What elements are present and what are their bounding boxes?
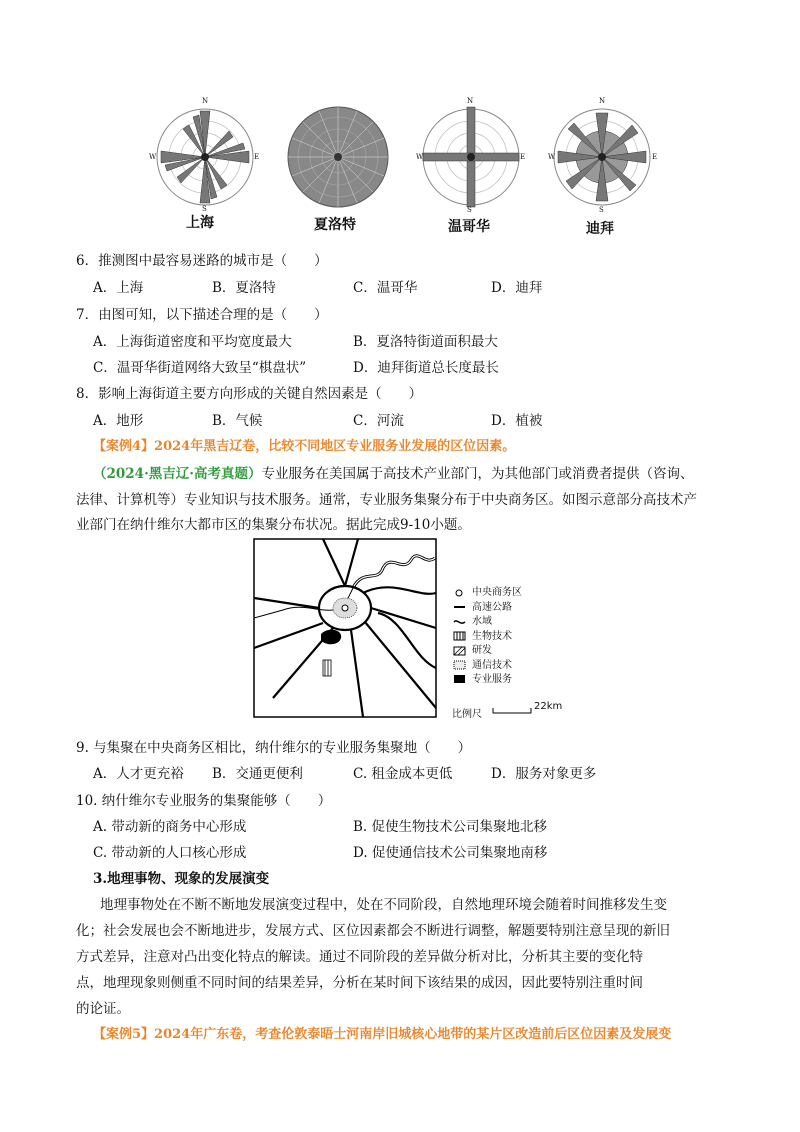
q7-option-d[interactable]: D．迪拜街道总长度最长 [353, 360, 499, 376]
compass-e-3: E [520, 153, 526, 161]
intro-source: （2024·黑吉辽·高考真题） [93, 466, 262, 482]
compass-n-4: N [599, 97, 606, 105]
rose-shanghai [157, 109, 253, 205]
legend-biotech: 生物技术 [472, 630, 512, 642]
intro-text1: 专业服务在美国属于高技术产业部门，为其他部门或消费者提供（咨询、 [261, 466, 694, 482]
intro-line1 [93, 462, 693, 482]
q8-option-c[interactable]: C．河流 [353, 413, 404, 429]
compass-s-1: S [202, 205, 207, 213]
q9-stem: 9. 与集聚在中央商务区相比，纳什维尔的专业服务集聚地（ ） [76, 740, 472, 756]
para-line1: 地理事物处在不断不断地发展演变过程中，处在不同阶段，自然地理环境会随着时间推移发生变 [100, 897, 667, 913]
compass-w-4: W [548, 153, 556, 161]
q10-option-b[interactable]: B. 促使生物技术公司集聚地北移 [353, 819, 548, 835]
legend-water: 水域 [472, 616, 492, 627]
q6-option-d[interactable]: D．迪拜 [491, 280, 543, 296]
compass-w-1: W [149, 153, 157, 161]
q8-stem: 8．影响上海街道主要方向形成的关键自然因素是（ ） [76, 386, 423, 402]
rose-label-shanghai: 上海 [186, 215, 214, 231]
intro-line2: 法律、计算机等）专业知识与技术服务。通常，专业服务集聚分布于中央商务区。如图示意部分高技术产 [76, 492, 697, 508]
scale-value: 22km [534, 701, 563, 712]
para-line5: 的论证。 [76, 1001, 130, 1017]
rose-vancouver [423, 107, 519, 207]
rose-dubai [554, 109, 650, 205]
q6-option-c[interactable]: C．温哥华 [353, 280, 418, 296]
q10-option-d[interactable]: D. 促使通信技术公司集聚地南移 [353, 845, 548, 861]
q7-option-c[interactable]: C．温哥华街道网络大致呈“棋盘状” [93, 360, 307, 376]
rose-label-vancouver: 温哥华 [448, 219, 490, 235]
para-line4: 点，地理现象则侧重不同时间的结果差异，分析在某时间下该结果的成因，因此要特别注重时间 [76, 975, 643, 991]
legend-telecom: 通信技术 [472, 659, 512, 671]
intro-line3: 业部门在纳什维尔大都市区的集聚分布状况。据此完成9-10小题。 [76, 517, 471, 533]
map-legend [472, 586, 522, 688]
legend-professional: 专业服务 [472, 674, 512, 685]
section3-heading: 3.地理事物、现象的发展演变 [93, 871, 270, 887]
q10-option-c[interactable]: C. 带动新的人口核心形成 [93, 845, 247, 861]
q7-option-a[interactable]: A．上海街道密度和平均宽度最大 [93, 334, 292, 350]
q9-option-a[interactable]: A．人才更充裕 [93, 766, 184, 782]
q6-stem: 6．推测图中最容易迷路的城市是（ ） [76, 253, 328, 269]
q10-stem: 10. 纳什维尔专业服务的集聚能够（ ） [76, 793, 332, 809]
q6-option-a[interactable]: A．上海 [93, 280, 144, 296]
para-line3: 方式差异，注意对凸出变化特点的解读。通过不同阶段的差异做分析对比，分析其主要的变化特 [76, 949, 643, 965]
q6-option-b[interactable]: B．夏洛特 [212, 280, 276, 296]
rose-label-dubai: 迪拜 [586, 221, 614, 237]
q8-option-d[interactable]: D．植被 [491, 413, 543, 429]
q9-option-b[interactable]: B．交通更便利 [212, 766, 303, 782]
para-line2: 化；社会发展也会不断地进步，发展方式、区位因素都会不断进行调整，解题要特别注意呈现的新旧 [76, 923, 670, 939]
q10-option-a[interactable]: A. 带动新的商务中心形成 [93, 819, 247, 835]
compass-s-4: S [599, 206, 604, 214]
case4-heading: 【案例4】2024年黑吉辽卷，比较不同地区专业服务业发展的区位因素。 [93, 439, 516, 454]
legend-cbd: 中央商务区 [472, 587, 522, 598]
case5-heading: 【案例5】2024年广东卷，考查伦敦泰晤士河南岸旧城核心地带的某片区改造前后区位因素及发展变 [93, 1027, 672, 1042]
q9-option-d[interactable]: D．服务对象更多 [491, 766, 597, 782]
rose-charlotte [288, 107, 388, 207]
q7-option-b[interactable]: B．夏洛特街道面积最大 [353, 334, 498, 350]
legend-highway: 高速公路 [472, 601, 512, 613]
compass-w-3: W [416, 153, 424, 161]
rose-label-charlotte: 夏洛特 [314, 217, 356, 233]
q9-option-c[interactable]: C. 租金成本更低 [353, 766, 453, 782]
compass-n-1: N [202, 97, 209, 105]
q7-stem: 7．由图可知，以下描述合理的是（ ） [76, 307, 328, 323]
q8-option-b[interactable]: B．气候 [212, 413, 263, 429]
legend-rnd: 研发 [472, 645, 492, 656]
compass-s-3: S [467, 206, 472, 214]
compass-e-1: E [254, 153, 260, 161]
q8-option-a[interactable]: A．地形 [93, 413, 144, 429]
scale-label: 比例尺 [452, 709, 482, 720]
compass-e-4: E [652, 153, 658, 161]
compass-n-3: N [467, 97, 474, 105]
